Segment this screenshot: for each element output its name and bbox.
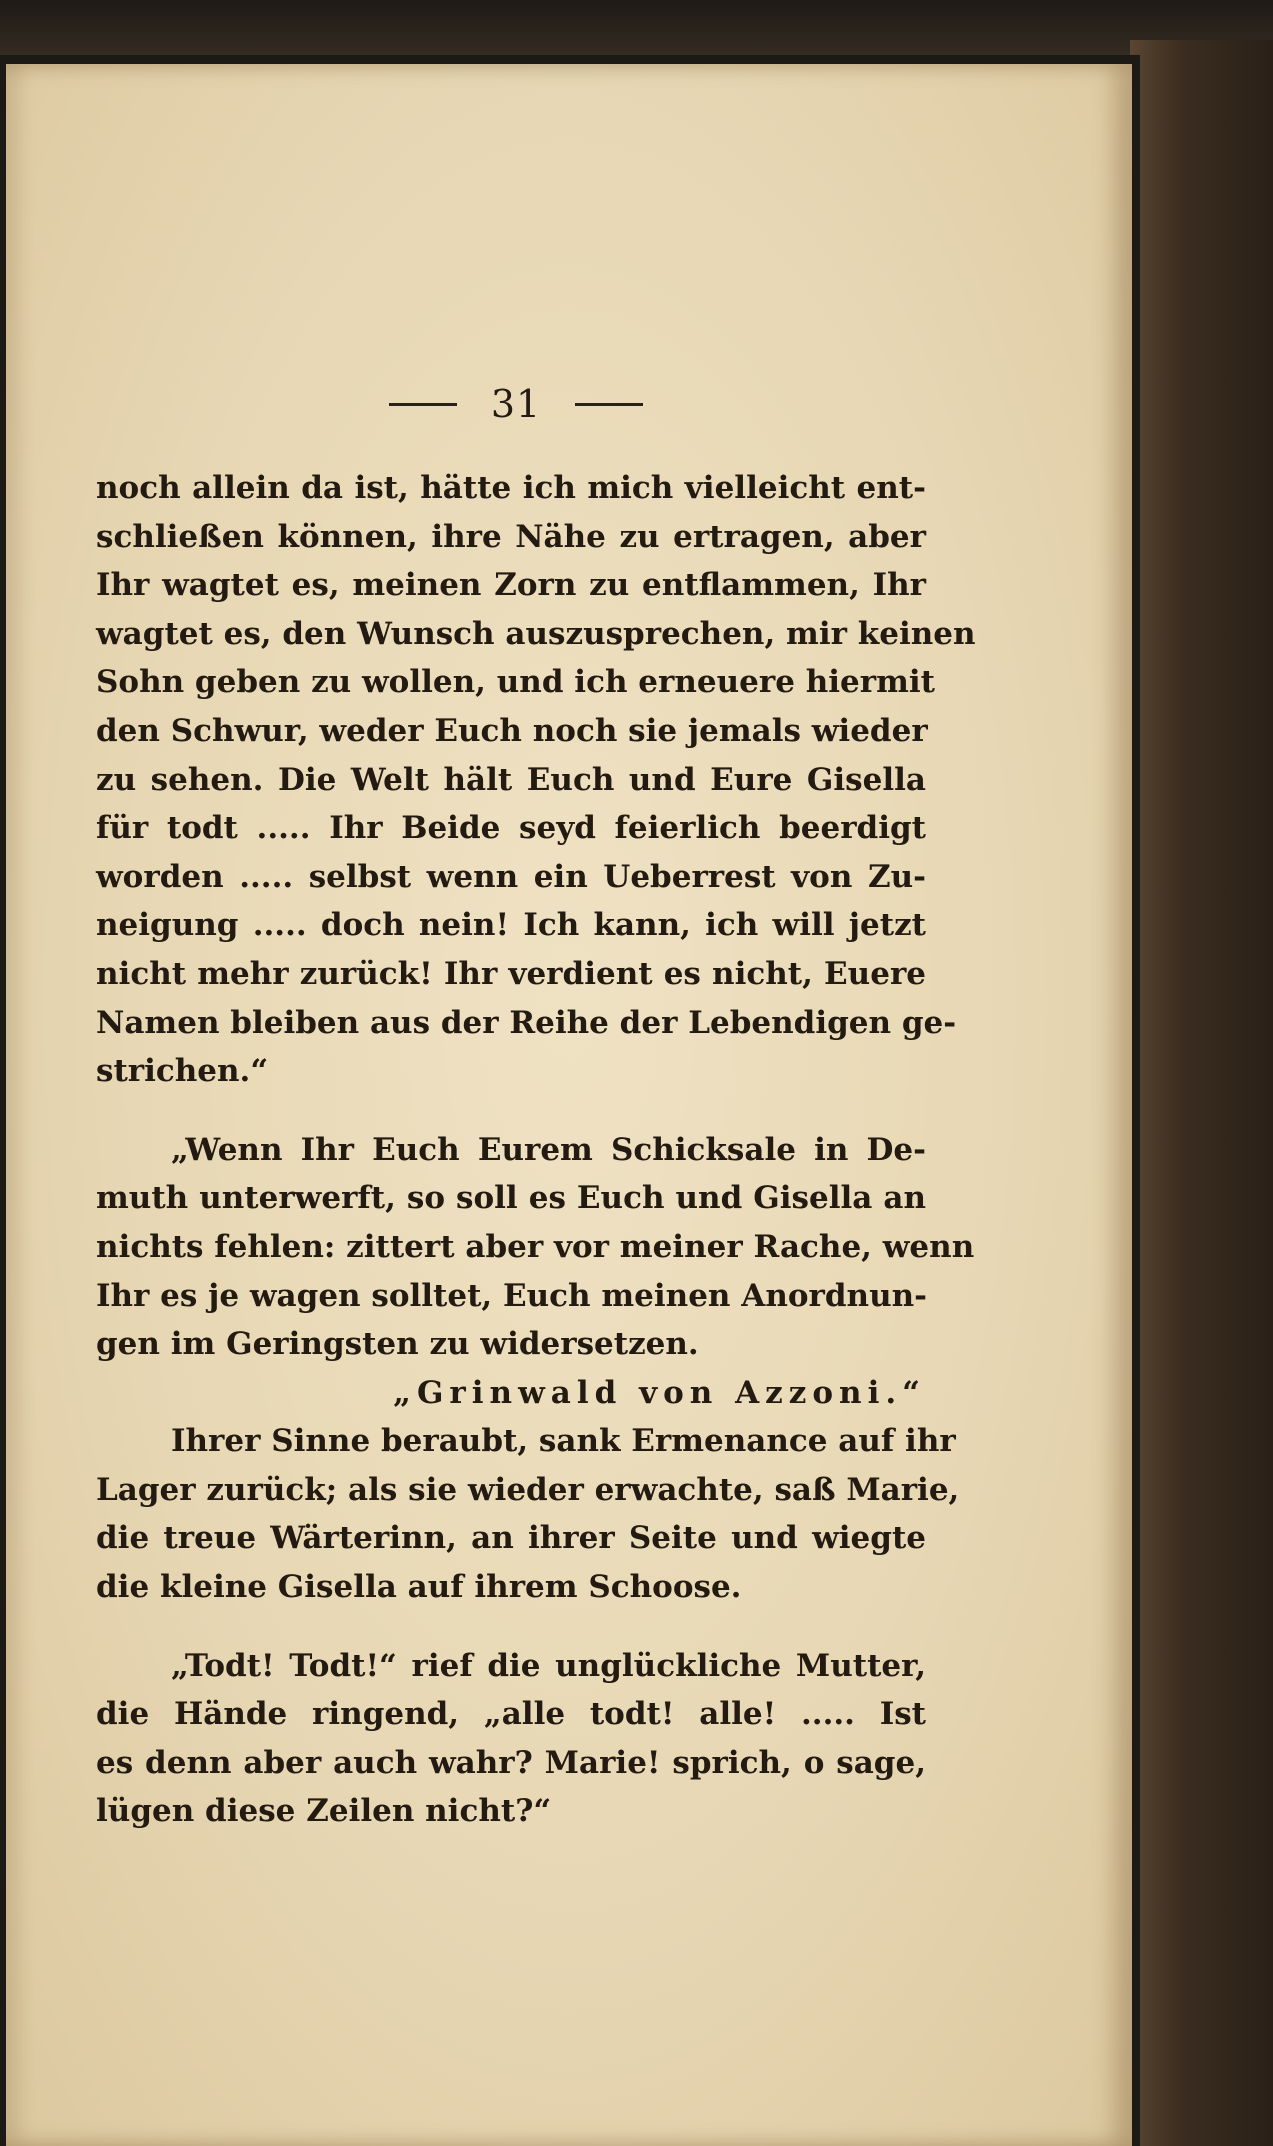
text-line: gen im Geringsten zu widersetzen.: [96, 1326, 699, 1363]
book-cover-edge: [1130, 40, 1273, 2146]
text-line: lügen diese Zeilen nicht?“: [96, 1793, 552, 1830]
text-line: worden ..... selbst wenn ein Ueberrest von Zu-: [96, 858, 926, 895]
text-line: die kleine Gisella auf ihrem Schoose.: [96, 1569, 742, 1606]
text-line: Sohn geben zu wollen, und ich erneuere hiermit: [96, 664, 935, 701]
paragraph-gap: [96, 1096, 926, 1126]
body-text: [96, 464, 976, 1836]
text-line: „Todt! Todt!“ rief die unglückliche Mutter,: [171, 1647, 926, 1684]
text-line: Namen bleiben aus der Reihe der Lebendigen ge-: [96, 1004, 957, 1041]
text-line: muth unterwerft, so soll es Euch und Gisella an: [96, 1180, 926, 1217]
book-page: [6, 64, 1132, 2146]
text-line: Ihrer Sinne beraubt, sank Ermenance auf ihr: [171, 1423, 956, 1460]
page-number: 31: [490, 382, 542, 426]
text-line: zu sehen. Die Welt hält Euch und Eure Gisella: [96, 761, 926, 798]
text-line: wagtet es, den Wunsch auszusprechen, mir keinen: [96, 615, 976, 652]
text-line: nicht mehr zurück! Ihr verdient es nicht, Euere: [96, 955, 926, 992]
text-line: schließen können, ihre Nähe zu ertragen, aber: [96, 518, 926, 555]
text-line: für todt ..... Ihr Beide seyd feierlich beerdigt: [96, 810, 926, 847]
text-line: die Hände ringend, „alle todt! alle! ..... Ist: [96, 1696, 926, 1733]
header-rule-left: [389, 403, 457, 406]
page-header: [336, 382, 696, 426]
letter-signature: „Grinwald von Azzoni.“: [393, 1374, 926, 1411]
paragraph-gap: [96, 1612, 926, 1642]
header-rule-right: [575, 403, 643, 406]
text-line: neigung ..... doch nein! Ich kann, ich will jetzt: [96, 907, 926, 944]
text-line: Ihr wagtet es, meinen Zorn zu entflammen, Ihr: [96, 567, 926, 604]
text-line: die treue Wärterinn, an ihrer Seite und wiegte: [96, 1520, 926, 1557]
text-line: noch allein da ist, hätte ich mich vielleicht ent-: [96, 470, 926, 506]
text-line: den Schwur, weder Euch noch sie jemals wieder: [96, 712, 928, 749]
text-line: Ihr es je wagen solltet, Euch meinen Anordnun-: [96, 1277, 928, 1314]
text-line: Lager zurück; als sie wieder erwachte, saß Marie,: [96, 1471, 960, 1508]
text-line: es denn aber auch wahr? Marie! sprich, o sage,: [96, 1744, 926, 1781]
text-line: nichts fehlen: zittert aber vor meiner Rache, wenn: [96, 1228, 975, 1265]
text-line: „Wenn Ihr Euch Eurem Schicksale in De-: [171, 1131, 926, 1168]
text-line: strichen.“: [96, 1053, 269, 1090]
